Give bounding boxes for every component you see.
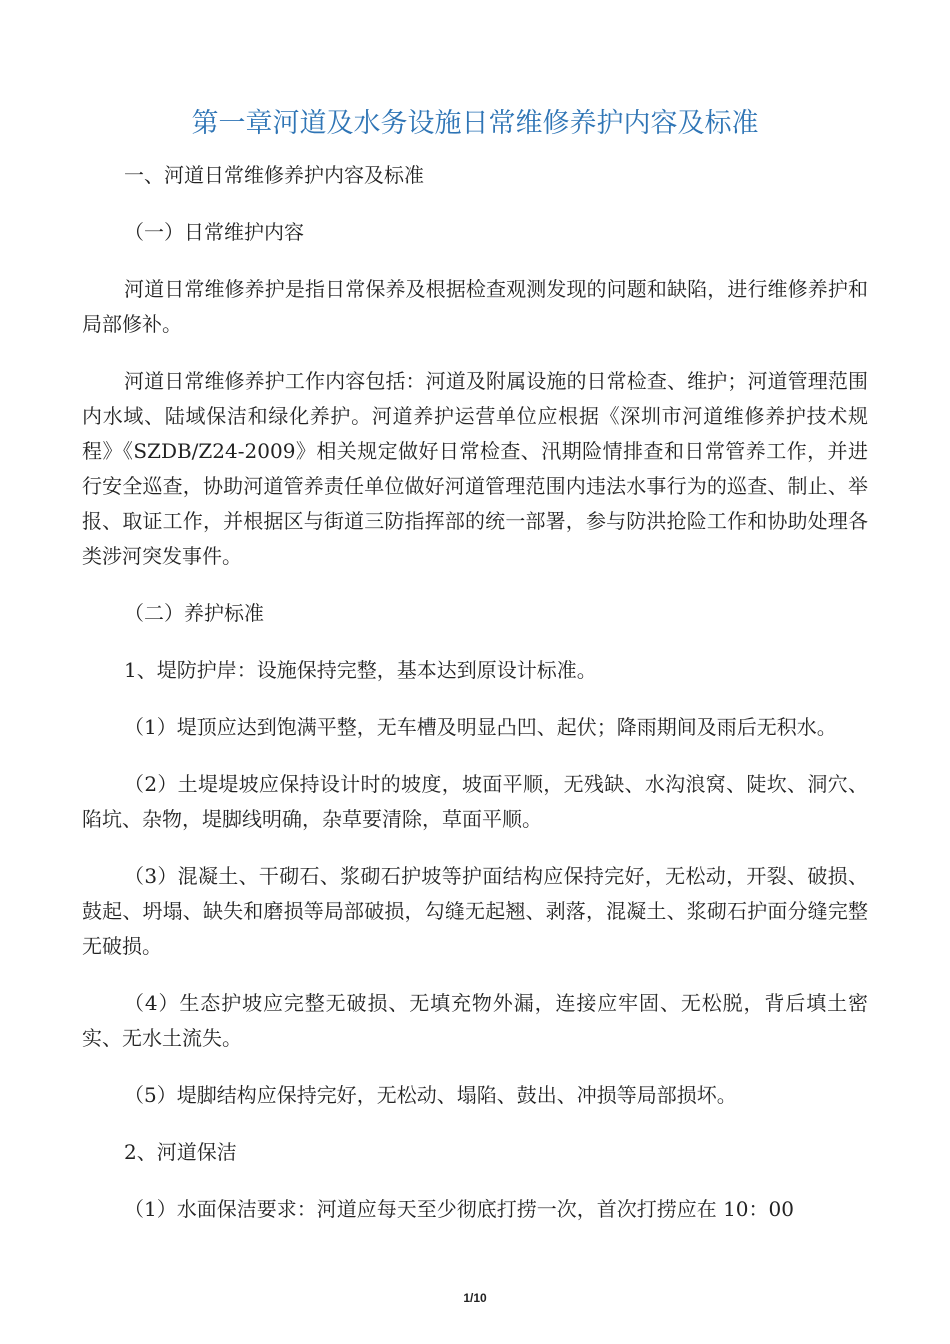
paragraph: 2、河道保洁 [124,1140,237,1164]
paragraph: （1）水面保洁要求：河道应每天至少彻底打捞一次，首次打捞应在 10：00 [124,1197,794,1221]
paragraph: 河道日常维修养护是指日常保养及根据检查观测发现的问题和缺陷，进行维修养护和局部修补。 [82,277,868,336]
paragraph: 1、堤防护岸：设施保持完整，基本达到原设计标准。 [124,658,597,682]
paragraph: （2）土堤堤坡应保持设计时的坡度，坡面平顺，无残缺、水沟浪窝、陡坎、洞穴、陷坑、杂物，堤脚线明确，杂草要清除，草面平顺。 [82,772,868,831]
subsection-heading: （二）养护标准 [124,601,264,625]
paragraph: （5）堤脚结构应保持完好，无松动、塌陷、鼓出、冲损等局部损坏。 [124,1083,737,1107]
section-heading: 一、河道日常维修养护内容及标准 [124,163,424,187]
subsection-heading: （一）日常维护内容 [124,220,304,244]
paragraph: （4）生态护坡应完整无破损、无填充物外漏，连接应牢固、无松脱，背后填土密实、无水土流失。 [82,991,868,1050]
document-body [82,158,868,1227]
paragraph: 河道日常维修养护工作内容包括：河道及附属设施的日常检查、维护；河道管理范围内水域、陆域保洁和绿化养护。河道养护运营单位应根据《深圳市河道维修养护技术规程》《SZDB/Z24-2009》相关规定做好日常检查、汛期险情排查和日常管养工作，并进行安全巡查，协助河道管养责任单位做好河道管理范围内违法水事行为的巡查、制止、举报、取证工作，并根据区与街道三防指挥部的统一部署，参与防洪抢险工作和协助处理各类涉河突发事件。 [82,369,868,568]
paragraph: （3）混凝土、干砌石、浆砌石护坡等护面结构应保持完好，无松动，开裂、破损、鼓起、坍塌、缺失和磨损等局部破损，勾缝无起翘、剥落，混凝土、浆砌石护面分缝完整无破损。 [82,864,868,958]
paragraph: （1）堤顶应达到饱满平整，无车槽及明显凸凹、起伏；降雨期间及雨后无积水。 [124,715,837,739]
chapter-title: 第一章河道及水务设施日常维修养护内容及标准 [191,108,759,139]
page-number: 1/10 [463,1291,487,1305]
